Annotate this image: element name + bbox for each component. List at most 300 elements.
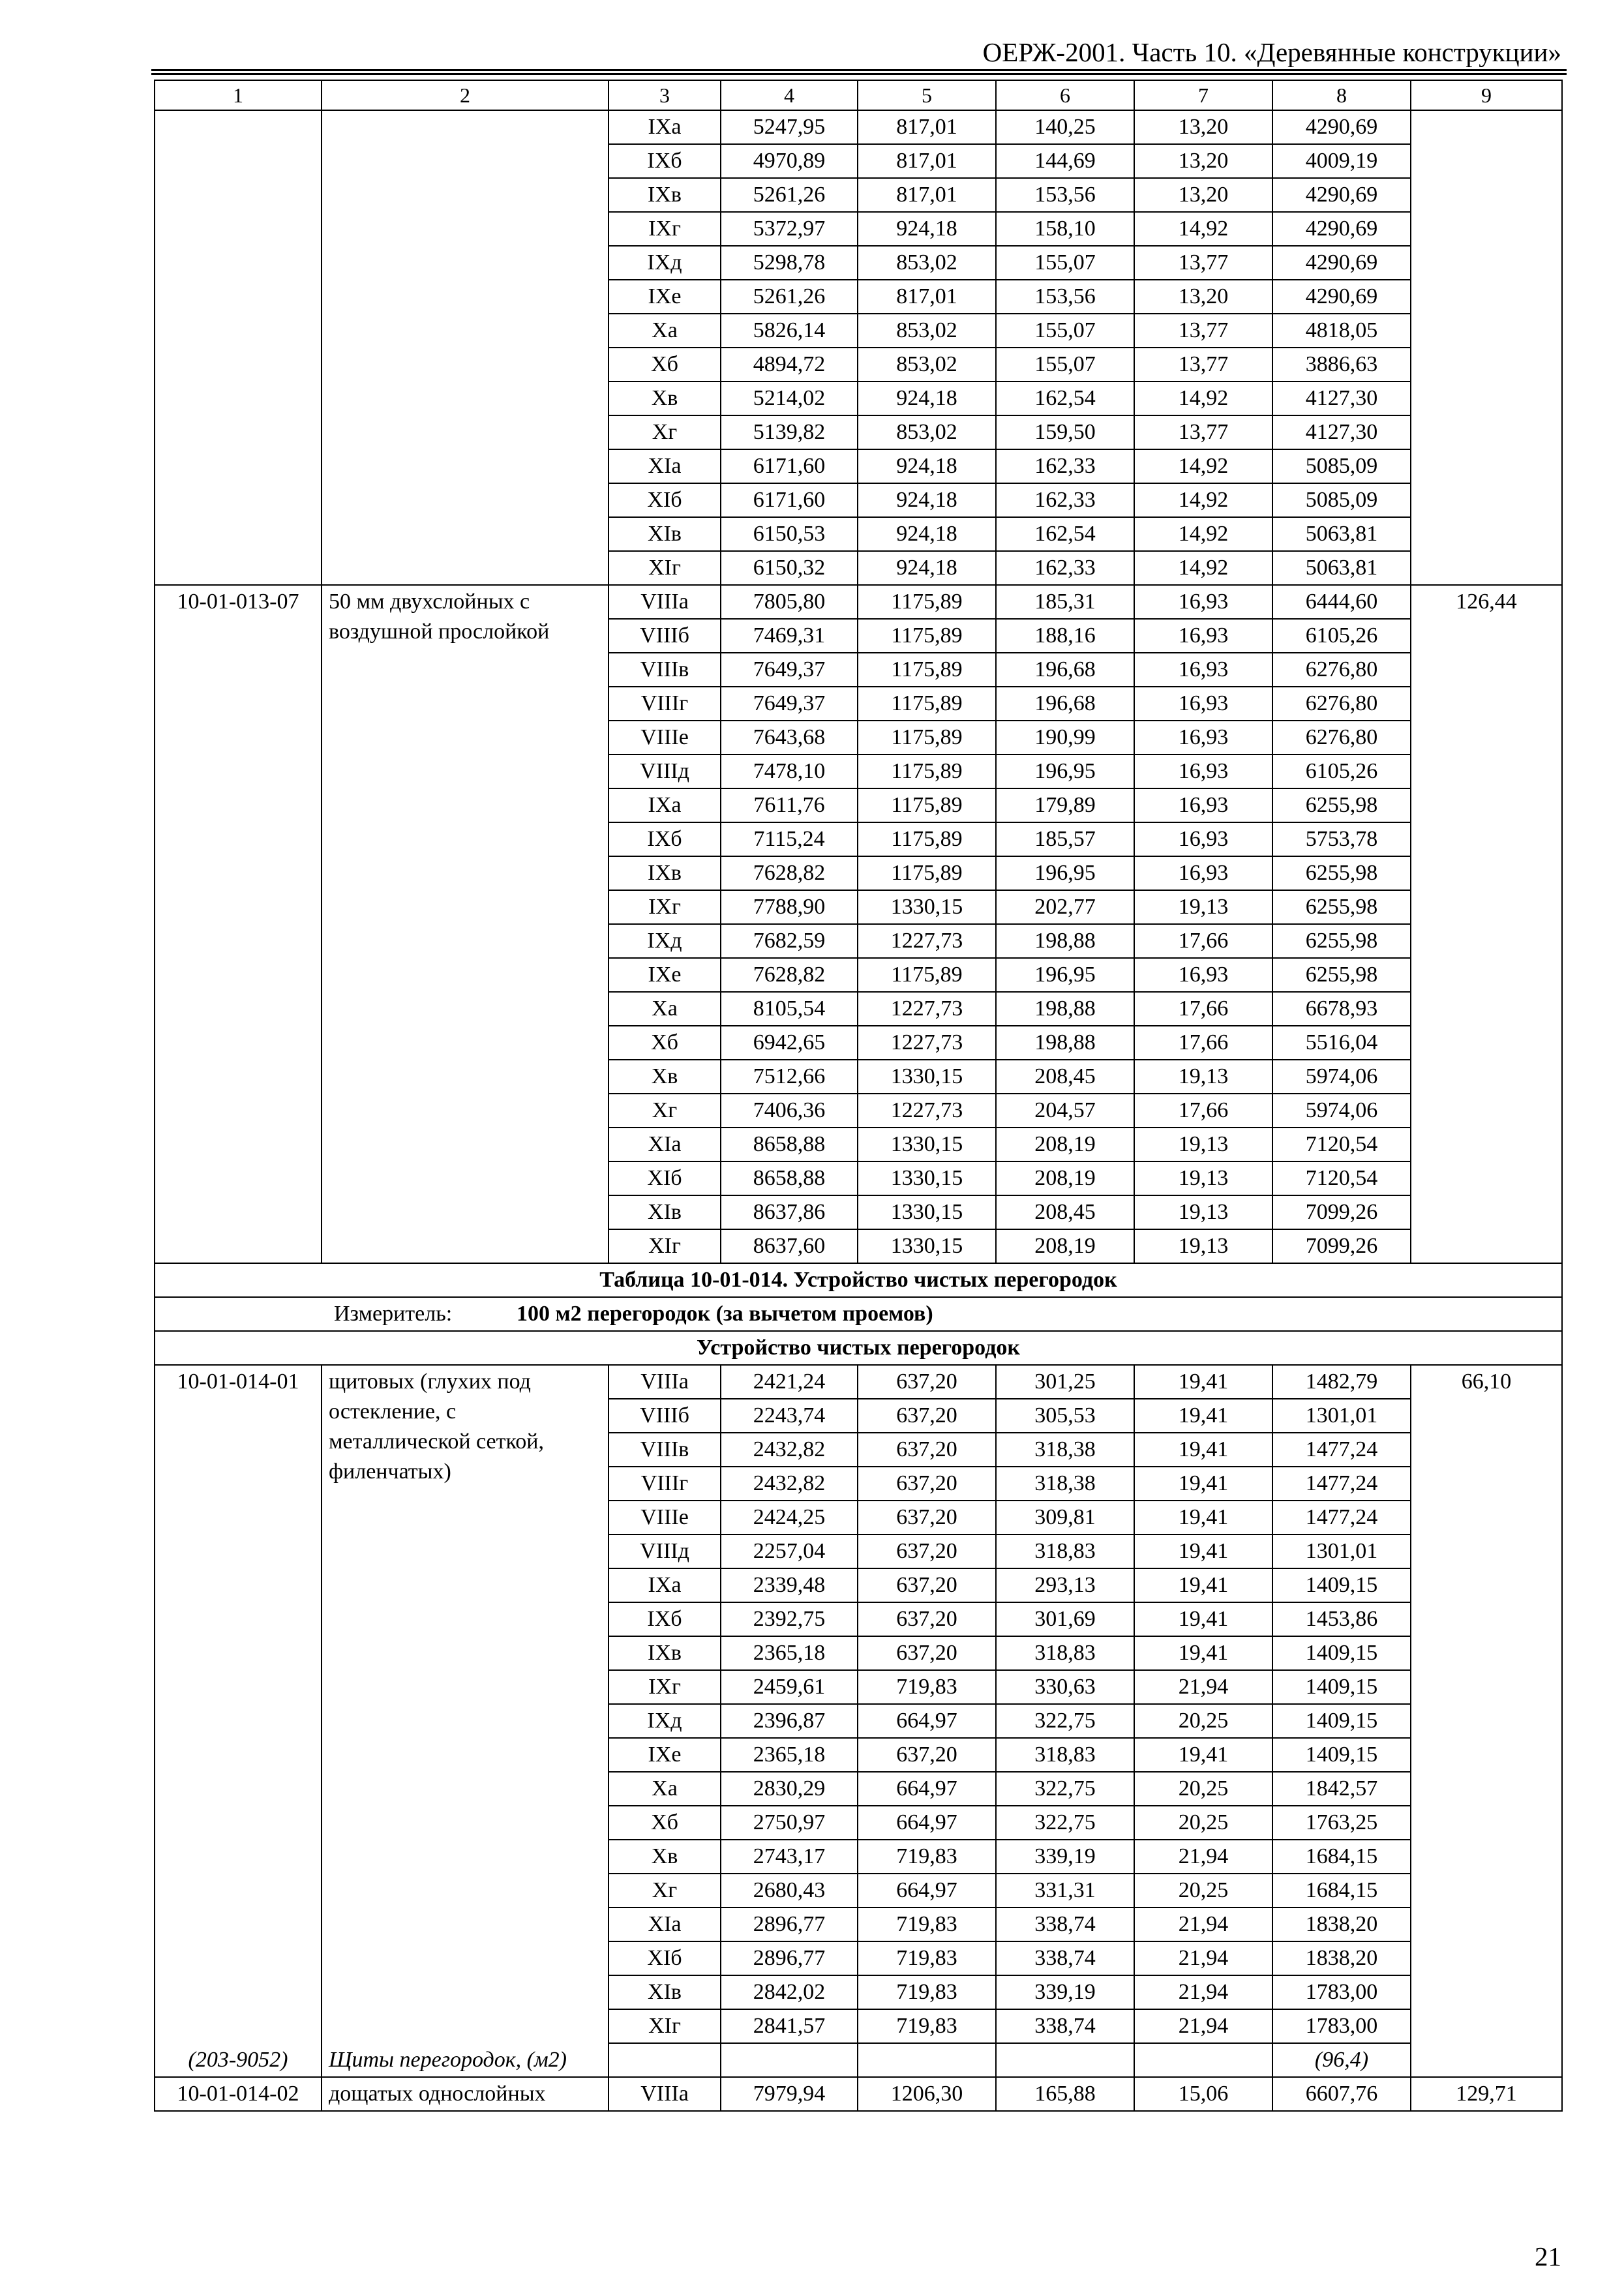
data-cell: 13,20 [1134, 280, 1272, 314]
data-cell: 165,88 [996, 2077, 1134, 2111]
data-cell: 637,20 [858, 1365, 996, 1399]
data-cell: 1330,15 [858, 890, 996, 924]
data-cell: 637,20 [858, 1534, 996, 1568]
data-cell: 5247,95 [721, 110, 858, 144]
data-cell: IXд [609, 1704, 721, 1738]
data-cell: 5261,26 [721, 280, 858, 314]
data-cell: 2421,24 [721, 1365, 858, 1399]
data-cell: 4894,72 [721, 348, 858, 382]
data-cell: 153,56 [996, 178, 1134, 212]
data-cell: 4290,69 [1272, 212, 1411, 246]
data-cell: 19,41 [1134, 1399, 1272, 1433]
table-row [155, 2077, 1562, 2111]
data-cell: 196,95 [996, 755, 1134, 788]
data-cell: 140,25 [996, 110, 1134, 144]
data-cell: 208,19 [996, 1128, 1134, 1161]
data-cell: 5826,14 [721, 314, 858, 348]
data-cell: IXв [609, 1636, 721, 1670]
data-cell: 817,01 [858, 110, 996, 144]
data-cell: 162,33 [996, 551, 1134, 585]
table-title: Таблица 10-01-014. Устройство чистых перегородок [155, 1263, 1562, 1297]
data-cell: 1684,15 [1272, 1874, 1411, 1908]
data-cell: 21,94 [1134, 1670, 1272, 1704]
data-cell: 1842,57 [1272, 1772, 1411, 1806]
column-header: 8 [1272, 80, 1411, 110]
data-cell: 6105,26 [1272, 755, 1411, 788]
data-cell: 1453,86 [1272, 1602, 1411, 1636]
data-cell: 7115,24 [721, 822, 858, 856]
data-cell: 6444,60 [1272, 585, 1411, 619]
data-cell: 19,13 [1134, 1161, 1272, 1195]
data-cell: 21,94 [1134, 1975, 1272, 2009]
description-cell [322, 1365, 609, 2043]
data-cell: 339,19 [996, 1840, 1134, 1874]
data-cell: XIв [609, 1975, 721, 2009]
data-cell: 1175,89 [858, 755, 996, 788]
data-cell: 13,20 [1134, 144, 1272, 178]
data-cell: 322,75 [996, 1704, 1134, 1738]
column-header: 7 [1134, 80, 1272, 110]
data-cell: 1301,01 [1272, 1534, 1411, 1568]
data-cell: 1477,24 [1272, 1501, 1411, 1534]
data-cell: 2339,48 [721, 1568, 858, 1602]
data-cell: 13,77 [1134, 415, 1272, 449]
data-cell: 17,66 [1134, 924, 1272, 958]
data-cell: 6607,76 [1272, 2077, 1411, 2111]
data-cell: 637,20 [858, 1501, 996, 1534]
data-cell: 162,33 [996, 483, 1134, 517]
data-cell: 1175,89 [858, 619, 996, 653]
data-cell: 2459,61 [721, 1670, 858, 1704]
data-cell: 924,18 [858, 382, 996, 415]
measure-value: 100 м2 перегородок (за вычетом проемов) [517, 1302, 933, 1326]
note-empty-cell [609, 2043, 721, 2077]
data-cell: 7099,26 [1272, 1195, 1411, 1229]
description-cell: дощатых однослойных [322, 2077, 609, 2111]
data-cell: XIа [609, 1908, 721, 1941]
data-cell: 664,97 [858, 1704, 996, 1738]
data-cell: 2743,17 [721, 1840, 858, 1874]
table-row [155, 1365, 1562, 1399]
measure-label: Измеритель: [334, 1302, 453, 1326]
data-cell: 1175,89 [858, 822, 996, 856]
data-cell: 1206,30 [858, 2077, 996, 2111]
data-cell: 21,94 [1134, 1908, 1272, 1941]
data-cell: 637,20 [858, 1467, 996, 1501]
data-cell: 924,18 [858, 483, 996, 517]
header-rule [151, 69, 1567, 71]
data-cell: 6255,98 [1272, 890, 1411, 924]
data-cell: 2750,97 [721, 1806, 858, 1840]
data-cell: 2830,29 [721, 1772, 858, 1806]
data-cell: 17,66 [1134, 1026, 1272, 1060]
data-cell: 318,83 [996, 1738, 1134, 1772]
description-line: воздушной прослойкой [329, 620, 550, 644]
data-cell: 6276,80 [1272, 687, 1411, 721]
data-cell: Xв [609, 382, 721, 415]
data-cell: 6942,65 [721, 1026, 858, 1060]
data-cell: 4127,30 [1272, 382, 1411, 415]
data-cell: 2365,18 [721, 1636, 858, 1670]
data-cell: 6678,93 [1272, 992, 1411, 1026]
data-cell: 924,18 [858, 517, 996, 551]
data-cell: 322,75 [996, 1772, 1134, 1806]
data-cell: XIб [609, 1161, 721, 1195]
data-cell: Xб [609, 348, 721, 382]
data-cell: 20,25 [1134, 1704, 1272, 1738]
data-cell: 2842,02 [721, 1975, 858, 2009]
data-cell: 1482,79 [1272, 1365, 1411, 1399]
column-header: 4 [721, 80, 858, 110]
data-cell: 159,50 [996, 415, 1134, 449]
data-cell: 13,77 [1134, 246, 1272, 280]
data-cell: 1783,00 [1272, 2009, 1411, 2043]
note-empty-cell [858, 2043, 996, 2077]
data-cell: 1175,89 [858, 687, 996, 721]
data-cell: 853,02 [858, 246, 996, 280]
description-line: 50 мм двухслойных с [329, 590, 530, 614]
data-cell: 19,41 [1134, 1433, 1272, 1467]
data-cell: 637,20 [858, 1602, 996, 1636]
data-cell: Xб [609, 1806, 721, 1840]
data-cell: 196,68 [996, 687, 1134, 721]
data-cell: IXв [609, 856, 721, 890]
data-cell: 7478,10 [721, 755, 858, 788]
data-cell: 16,93 [1134, 653, 1272, 687]
data-cell: 1409,15 [1272, 1704, 1411, 1738]
data-cell: XIб [609, 1941, 721, 1975]
data-cell: 16,93 [1134, 755, 1272, 788]
description-line: щитовых (глухих под [329, 1369, 531, 1394]
data-cell: 1409,15 [1272, 1738, 1411, 1772]
data-cell: VIIIб [609, 1399, 721, 1433]
data-cell: 2257,04 [721, 1534, 858, 1568]
data-cell: 14,92 [1134, 212, 1272, 246]
data-cell: IXа [609, 110, 721, 144]
data-cell: Xг [609, 415, 721, 449]
data-cell: 1477,24 [1272, 1433, 1411, 1467]
data-cell: 1330,15 [858, 1229, 996, 1263]
data-cell: 6150,53 [721, 517, 858, 551]
table-row [155, 585, 1562, 619]
data-cell: 339,19 [996, 1975, 1134, 2009]
data-cell: 338,74 [996, 1908, 1134, 1941]
data-cell: 196,95 [996, 856, 1134, 890]
data-cell: 5085,09 [1272, 449, 1411, 483]
data-cell: IXб [609, 1602, 721, 1636]
data-cell: 208,45 [996, 1195, 1134, 1229]
data-cell: 19,41 [1134, 1501, 1272, 1534]
data-cell: 20,25 [1134, 1874, 1272, 1908]
data-cell: 14,92 [1134, 382, 1272, 415]
data-cell: IXб [609, 144, 721, 178]
data-cell: 817,01 [858, 178, 996, 212]
data-cell: 301,69 [996, 1602, 1134, 1636]
data-cell: 6276,80 [1272, 653, 1411, 687]
data-cell: XIа [609, 1128, 721, 1161]
data-cell: 4970,89 [721, 144, 858, 178]
data-cell: 331,31 [996, 1874, 1134, 1908]
data-cell: 1227,73 [858, 992, 996, 1026]
note-code: (203-9052) [155, 2043, 322, 2077]
data-cell: 14,92 [1134, 483, 1272, 517]
data-cell: 2841,57 [721, 2009, 858, 2043]
data-cell: XIа [609, 449, 721, 483]
data-cell: 2680,43 [721, 1874, 858, 1908]
data-cell: 5516,04 [1272, 1026, 1411, 1060]
data-cell: 1409,15 [1272, 1636, 1411, 1670]
data-cell: 7643,68 [721, 721, 858, 755]
data-cell: IXд [609, 924, 721, 958]
data-cell: VIIIа [609, 1365, 721, 1399]
measure-row [155, 1297, 1562, 1331]
data-cell: 2396,87 [721, 1704, 858, 1738]
data-cell: IXг [609, 890, 721, 924]
data-cell: 155,07 [996, 348, 1134, 382]
running-header: ОЕРЖ-2001. Часть 10. «Деревянные конструкции» [982, 37, 1561, 67]
data-cell: 1175,89 [858, 958, 996, 992]
data-cell: 637,20 [858, 1738, 996, 1772]
data-cell: 318,83 [996, 1636, 1134, 1670]
data-cell: 19,41 [1134, 1534, 1272, 1568]
data-cell: VIIIд [609, 755, 721, 788]
data-cell: Xа [609, 314, 721, 348]
data-cell: 301,25 [996, 1365, 1134, 1399]
price-table [154, 80, 1563, 2112]
data-cell: 1301,01 [1272, 1399, 1411, 1433]
column-header-row [155, 80, 1562, 110]
data-cell: 1838,20 [1272, 1941, 1411, 1975]
data-cell: 19,13 [1134, 1195, 1272, 1229]
data-cell: Xг [609, 1094, 721, 1128]
data-cell: 208,19 [996, 1229, 1134, 1263]
description-cell [322, 585, 609, 1263]
data-cell: 155,07 [996, 246, 1134, 280]
data-cell: 19,13 [1134, 1128, 1272, 1161]
data-cell: 13,77 [1134, 314, 1272, 348]
data-cell: 330,63 [996, 1670, 1134, 1704]
data-cell: VIIIд [609, 1534, 721, 1568]
data-cell: 6255,98 [1272, 788, 1411, 822]
data-cell: 853,02 [858, 314, 996, 348]
data-cell: 817,01 [858, 280, 996, 314]
data-cell: 2896,77 [721, 1941, 858, 1975]
data-cell: 19,13 [1134, 1060, 1272, 1094]
data-cell: IXа [609, 788, 721, 822]
data-cell: 14,92 [1134, 517, 1272, 551]
data-cell: Xа [609, 992, 721, 1026]
data-cell: 4290,69 [1272, 178, 1411, 212]
data-cell: 7649,37 [721, 653, 858, 687]
data-cell: 853,02 [858, 415, 996, 449]
data-cell: 4290,69 [1272, 280, 1411, 314]
data-cell: 7682,59 [721, 924, 858, 958]
data-cell: XIб [609, 483, 721, 517]
data-cell: 1175,89 [858, 585, 996, 619]
data-cell: 16,93 [1134, 619, 1272, 653]
table-row [155, 110, 1562, 144]
data-cell: 179,89 [996, 788, 1134, 822]
data-cell: 8637,86 [721, 1195, 858, 1229]
code-cell: 10-01-013-07 [155, 585, 322, 1263]
data-cell: 19,41 [1134, 1602, 1272, 1636]
data-cell: 1477,24 [1272, 1467, 1411, 1501]
data-cell: 1409,15 [1272, 1568, 1411, 1602]
data-cell: 2432,82 [721, 1467, 858, 1501]
data-cell: 16,93 [1134, 856, 1272, 890]
data-cell: 664,97 [858, 1806, 996, 1840]
data-cell: 719,83 [858, 1908, 996, 1941]
data-cell: 21,94 [1134, 1941, 1272, 1975]
data-cell: 7120,54 [1272, 1161, 1411, 1195]
data-cell: IXа [609, 1568, 721, 1602]
data-cell: 4009,19 [1272, 144, 1411, 178]
data-cell: 5063,81 [1272, 517, 1411, 551]
data-cell: 202,77 [996, 890, 1134, 924]
data-cell: 162,33 [996, 449, 1134, 483]
data-cell: 198,88 [996, 924, 1134, 958]
data-cell: 7611,76 [721, 788, 858, 822]
data-cell: 305,53 [996, 1399, 1134, 1433]
data-cell: 1227,73 [858, 1094, 996, 1128]
data-cell: 6150,32 [721, 551, 858, 585]
data-cell: 7120,54 [1272, 1128, 1411, 1161]
data-cell: 5085,09 [1272, 483, 1411, 517]
data-cell: 318,38 [996, 1433, 1134, 1467]
data-cell: 5372,97 [721, 212, 858, 246]
data-cell: 144,69 [996, 144, 1134, 178]
col9-cell [1411, 110, 1562, 585]
data-cell: 21,94 [1134, 2009, 1272, 2043]
data-cell: 19,41 [1134, 1568, 1272, 1602]
data-cell: 719,83 [858, 1975, 996, 2009]
data-cell: 1330,15 [858, 1161, 996, 1195]
code-cell: 10-01-014-01 [155, 1365, 322, 2043]
data-cell: 17,66 [1134, 1094, 1272, 1128]
data-cell: 664,97 [858, 1874, 996, 1908]
note-col8: (96,4) [1272, 2043, 1411, 2077]
data-cell: 5261,26 [721, 178, 858, 212]
data-cell: 6105,26 [1272, 619, 1411, 653]
data-cell: 7628,82 [721, 856, 858, 890]
description-line: остекление, с [329, 1399, 457, 1424]
data-cell: 1227,73 [858, 924, 996, 958]
col9-cell: 126,44 [1411, 585, 1562, 1263]
data-cell: 8658,88 [721, 1161, 858, 1195]
data-cell: 4127,30 [1272, 415, 1411, 449]
data-cell: 5974,06 [1272, 1094, 1411, 1128]
data-cell: 185,57 [996, 822, 1134, 856]
data-cell: 924,18 [858, 449, 996, 483]
data-cell: 7805,80 [721, 585, 858, 619]
data-cell: IXе [609, 958, 721, 992]
data-cell: 7469,31 [721, 619, 858, 653]
measure-cell [155, 1297, 1562, 1331]
data-cell: 2392,75 [721, 1602, 858, 1636]
table-title-row [155, 1263, 1562, 1297]
data-cell: 158,10 [996, 212, 1134, 246]
note-empty-cell [721, 2043, 858, 2077]
data-cell: 7628,82 [721, 958, 858, 992]
data-cell: XIг [609, 551, 721, 585]
col9-cell: 66,10 [1411, 1365, 1562, 2043]
data-cell: 153,56 [996, 280, 1134, 314]
data-cell: 19,41 [1134, 1738, 1272, 1772]
data-cell: 719,83 [858, 1840, 996, 1874]
data-cell: 198,88 [996, 992, 1134, 1026]
data-cell: 3886,63 [1272, 348, 1411, 382]
data-cell: 309,81 [996, 1501, 1134, 1534]
data-cell: VIIIв [609, 1433, 721, 1467]
description-cell [322, 110, 609, 585]
data-cell: IXг [609, 212, 721, 246]
data-cell: 6255,98 [1272, 924, 1411, 958]
data-cell: 15,06 [1134, 2077, 1272, 2111]
data-cell: 16,93 [1134, 721, 1272, 755]
data-cell: 196,68 [996, 653, 1134, 687]
data-cell: 6255,98 [1272, 856, 1411, 890]
data-cell: Xг [609, 1874, 721, 1908]
data-cell: Xб [609, 1026, 721, 1060]
data-cell: Xв [609, 1060, 721, 1094]
data-cell: 1838,20 [1272, 1908, 1411, 1941]
data-cell: 5974,06 [1272, 1060, 1411, 1094]
note-row [155, 2043, 1562, 2077]
data-cell: 7788,90 [721, 890, 858, 924]
data-cell: 13,20 [1134, 110, 1272, 144]
data-cell: 6171,60 [721, 483, 858, 517]
data-cell: Xв [609, 1840, 721, 1874]
note-empty-cell [996, 2043, 1134, 2077]
data-cell: 190,99 [996, 721, 1134, 755]
data-cell: IXе [609, 1738, 721, 1772]
page-number: 21 [1535, 2241, 1561, 2271]
data-cell: 719,83 [858, 1941, 996, 1975]
data-cell: VIIIа [609, 2077, 721, 2111]
data-cell: 2243,74 [721, 1399, 858, 1433]
subheading-row [155, 1331, 1562, 1365]
data-cell: 1175,89 [858, 721, 996, 755]
description-line: филенчатых) [329, 1459, 451, 1484]
data-cell: 293,13 [996, 1568, 1134, 1602]
note-col9 [1411, 2043, 1562, 2077]
data-cell: 1175,89 [858, 788, 996, 822]
data-cell: 637,20 [858, 1399, 996, 1433]
data-cell: 16,93 [1134, 788, 1272, 822]
column-header: 2 [322, 80, 609, 110]
data-cell: 1175,89 [858, 653, 996, 687]
data-cell: IXв [609, 178, 721, 212]
data-cell: 13,77 [1134, 348, 1272, 382]
data-cell: 5298,78 [721, 246, 858, 280]
data-cell: 162,54 [996, 382, 1134, 415]
data-cell: 8637,60 [721, 1229, 858, 1263]
data-cell: 1330,15 [858, 1128, 996, 1161]
data-cell: XIв [609, 517, 721, 551]
data-cell: 1409,15 [1272, 1670, 1411, 1704]
data-cell: 208,45 [996, 1060, 1134, 1094]
data-cell: 817,01 [858, 144, 996, 178]
data-cell: 8105,54 [721, 992, 858, 1026]
data-cell: 188,16 [996, 619, 1134, 653]
data-cell: 719,83 [858, 2009, 996, 2043]
note-empty-cell [1134, 2043, 1272, 2077]
data-cell: 924,18 [858, 212, 996, 246]
data-cell: IXб [609, 822, 721, 856]
data-cell: 155,07 [996, 314, 1134, 348]
data-cell: XIг [609, 2009, 721, 2043]
data-cell: 19,41 [1134, 1365, 1272, 1399]
